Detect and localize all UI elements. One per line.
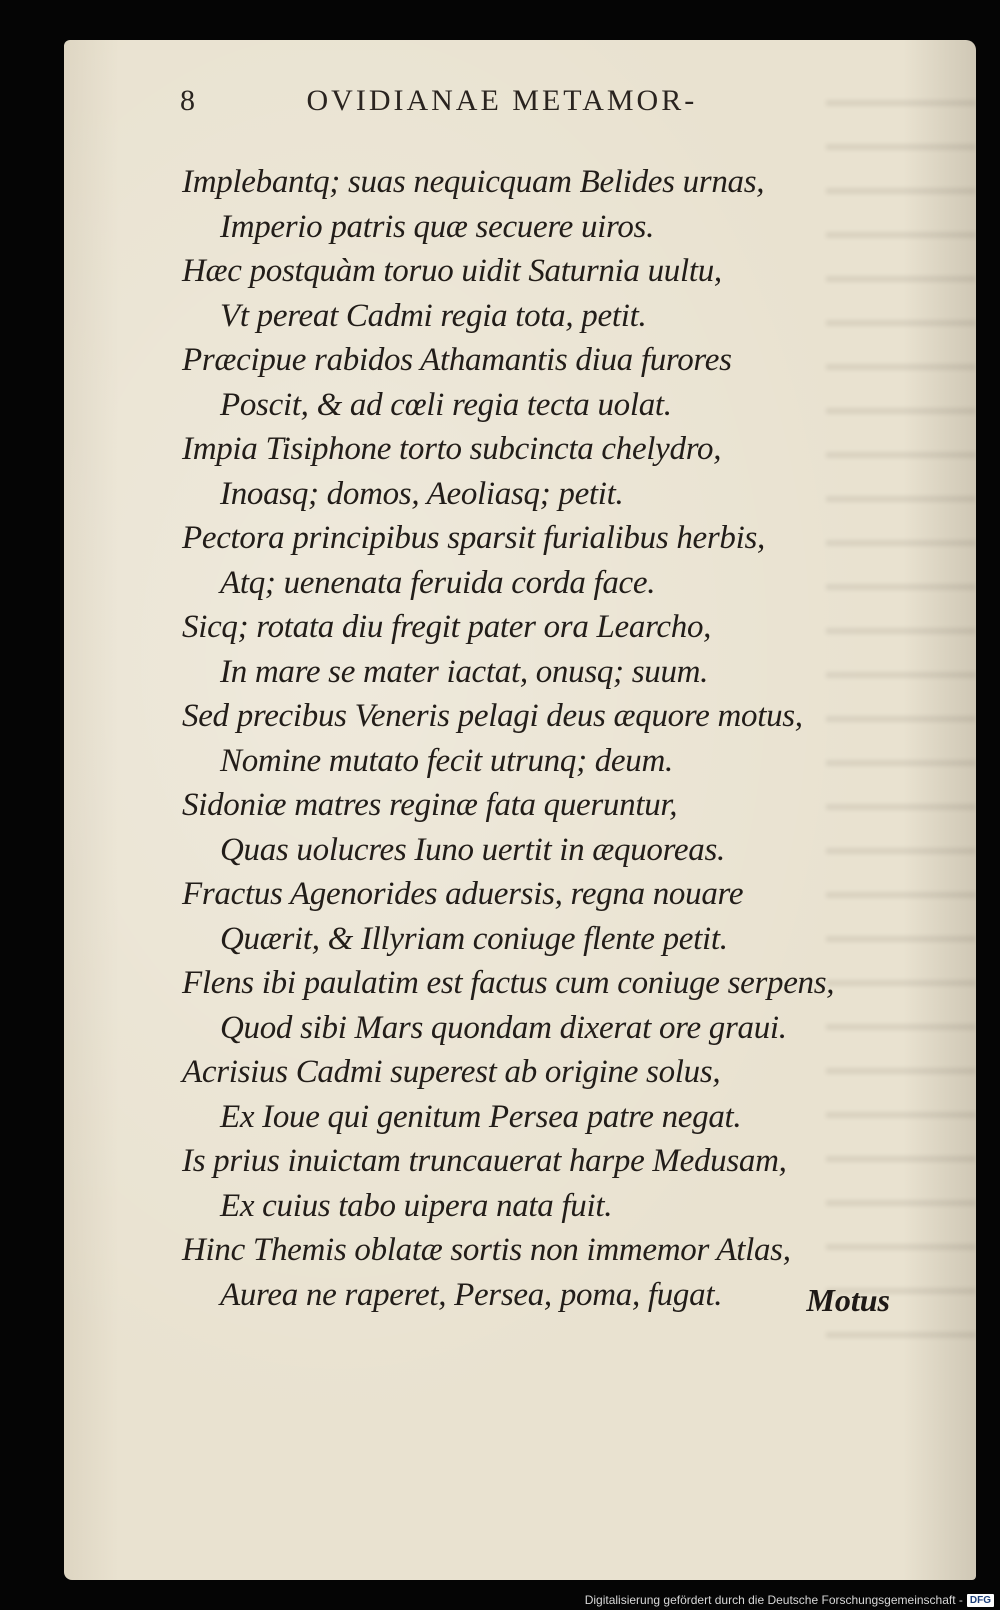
verse-line: Pectora principibus sparsit furialibus herbis,: [182, 520, 765, 556]
verse-line: Hinc Themis oblatæ sortis non immemor Atlas,: [182, 1232, 791, 1268]
verse-line: Atq; uenenata feruida corda face.: [220, 564, 656, 601]
verse-line: Quærit, & Illyriam coniuge flente petit.: [220, 920, 728, 957]
verse-block: [182, 160, 882, 1317]
verse-line: Sidoniæ matres reginæ fata queruntur,: [182, 787, 678, 823]
verse-line: Quod sibi Mars quondam dixerat ore graui.: [220, 1009, 787, 1046]
page-header: [180, 84, 800, 118]
verse-line: Sicq; rotata diu fregit pater ora Learcho,: [182, 609, 712, 645]
digitization-credit: [585, 1593, 994, 1607]
running-head: OVIDIANAE METAMOR-: [306, 84, 698, 117]
verse-line: Is prius inuictam truncauerat harpe Medusam,: [182, 1143, 787, 1179]
verse-line: Flens ibi paulatim est factus cum coniuge serpens,: [182, 965, 835, 1001]
verse-line: Inoasq; domos, Aeoliasq; petit.: [220, 475, 624, 512]
verse-line: In mare se mater iactat, onusq; suum.: [220, 653, 709, 690]
verse-line: Præcipue rabidos Athamantis diua furores: [182, 342, 732, 378]
verse-line: Ex cuius tabo uipera nata fuit.: [220, 1187, 613, 1224]
verse-line: Implebantq; suas nequicquam Belides urnas,: [182, 164, 765, 200]
verse-line: Vt pereat Cadmi regia tota, petit.: [220, 297, 647, 334]
verse-line: Aurea ne raperet, Persea, poma, fugat.: [220, 1276, 723, 1313]
catchword: Motus: [806, 1282, 890, 1318]
credit-text: Digitalisierung gefördert durch die Deutsche Forschungsgemeinschaft -: [584, 1593, 963, 1607]
verse-line: Ex Ioue qui genitum Persea patre negat.: [220, 1098, 742, 1135]
verse-line: Impia Tisiphone torto subcincta chelydro,: [182, 431, 722, 467]
verse-line: Hæc postquàm toruo uidit Saturnia uultu,: [182, 253, 722, 289]
verse-line: Quas uolucres Iuno uertit in æquoreas.: [220, 831, 725, 868]
verse-line: Fractus Agenorides aduersis, regna nouare: [182, 876, 744, 912]
verse-line: Imperio patris quæ secuere uiros.: [220, 208, 655, 245]
verse-line: Acrisius Cadmi superest ab origine solus,: [182, 1054, 721, 1090]
verse-line: Poscit, & ad cœli regia tecta uolat.: [220, 386, 672, 423]
folio-number: 8: [180, 84, 198, 117]
verse-line: Sed precibus Veneris pelagi deus æquore motus,: [182, 698, 803, 734]
verse-line: Nomine mutato fecit utrunq; deum.: [220, 742, 673, 779]
dfg-logo: DFG: [967, 1594, 994, 1607]
